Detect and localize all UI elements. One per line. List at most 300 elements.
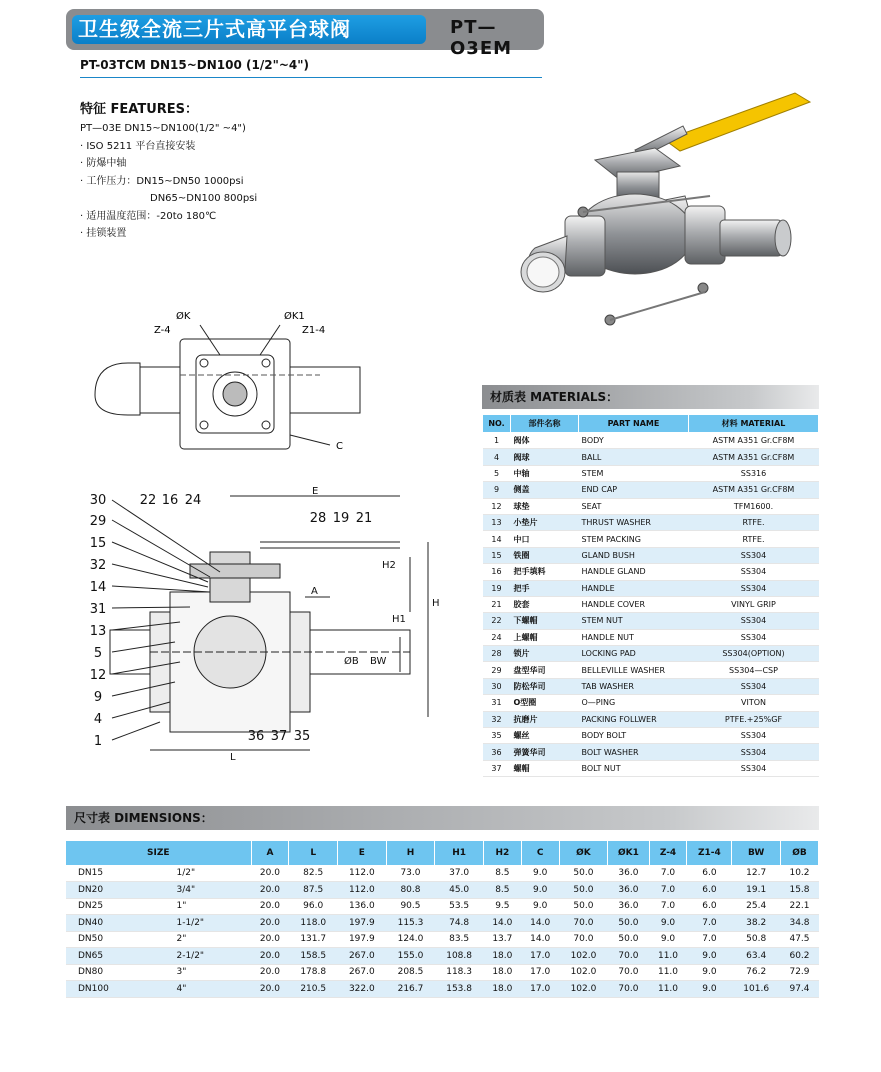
- materials-cell: SS304: [689, 728, 819, 744]
- col-phi-b: ØB: [781, 841, 819, 865]
- dimensions-cell: 7.0: [687, 915, 732, 932]
- dimensions-cell: 7.0: [649, 865, 687, 882]
- feature-line: · 工作压力：DN15~DN50 1000psi: [80, 175, 244, 187]
- col-part-cn: 部件名称: [511, 415, 579, 433]
- materials-cell: 9: [483, 482, 511, 498]
- materials-row: [483, 662, 819, 678]
- dimensions-cell: 70.0: [608, 981, 649, 998]
- label-phi-k1: ØK1: [284, 311, 305, 322]
- dimensions-cell: 9.0: [649, 931, 687, 948]
- dimensions-cell: 38.2: [732, 915, 781, 932]
- materials-row: [483, 629, 819, 645]
- materials-cell: BELLEVILLE WASHER: [579, 662, 689, 678]
- materials-cell: SS304: [689, 564, 819, 580]
- materials-cell: SS304: [689, 580, 819, 596]
- materials-row: [483, 580, 819, 596]
- dimensions-cell: 20.0: [251, 882, 289, 899]
- materials-cell: 中口: [511, 531, 579, 547]
- model-code: PT—O3EM: [450, 17, 513, 59]
- materials-cell: 螺帽: [511, 760, 579, 776]
- col-e: E: [338, 841, 387, 865]
- dimensions-cell: 9.0: [687, 964, 732, 981]
- materials-cell: END CAP: [579, 482, 689, 498]
- materials-cell: BODY BOLT: [579, 728, 689, 744]
- callout-22: 22: [139, 493, 157, 508]
- dimensions-cell: 12.7: [732, 865, 781, 882]
- page-title: 卫生级全流三片式高平台球阀: [72, 15, 426, 44]
- dimensions-cell: 178.8: [289, 964, 338, 981]
- callout-13: 13: [89, 624, 107, 639]
- col-material: 材料 MATERIAL: [689, 415, 819, 433]
- dimensions-cell: 18.0: [483, 964, 521, 981]
- materials-cell: 锁片: [511, 646, 579, 662]
- dimensions-cell: 267.0: [338, 948, 387, 965]
- col-z-4: Z-4: [649, 841, 687, 865]
- valve-photo: [505, 88, 825, 338]
- materials-cell: O—PING: [579, 695, 689, 711]
- materials-cell: GLAND BUSH: [579, 547, 689, 563]
- dimensions-cell: 6.0: [687, 898, 732, 915]
- dimensions-cell: 20.0: [251, 898, 289, 915]
- materials-cell: 30: [483, 678, 511, 694]
- materials-cell: SS304: [689, 629, 819, 645]
- materials-row: [483, 547, 819, 563]
- dimensions-cell: DN65: [66, 948, 172, 965]
- dimensions-cell: 20.0: [251, 948, 289, 965]
- materials-cell: VITON: [689, 695, 819, 711]
- dimensions-cell: 2-1/2": [172, 948, 251, 965]
- materials-cell: 16: [483, 564, 511, 580]
- col-h: H: [386, 841, 435, 865]
- materials-cell: 阀球: [511, 449, 579, 465]
- dimensions-cell: 210.5: [289, 981, 338, 998]
- materials-cell: TAB WASHER: [579, 678, 689, 694]
- dimensions-cell: 97.4: [781, 981, 819, 998]
- materials-cell: 22: [483, 613, 511, 629]
- materials-cell: 中轴: [511, 465, 579, 481]
- feature-line: DN65~DN100 800psi: [150, 193, 258, 204]
- materials-cell: 铁圈: [511, 547, 579, 563]
- dim-label-a: A: [311, 586, 318, 597]
- materials-row: [483, 482, 819, 498]
- dimensions-cell: 6.0: [687, 882, 732, 899]
- callout-31: 31: [89, 602, 107, 617]
- materials-header: 材质表 MATERIALS：: [482, 385, 819, 409]
- materials-cell: SS304: [689, 547, 819, 563]
- materials-cell: 把手: [511, 580, 579, 596]
- dimensions-cell: 37.0: [435, 865, 484, 882]
- dimensions-cell: 87.5: [289, 882, 338, 899]
- dimensions-cell: 131.7: [289, 931, 338, 948]
- materials-cell: ASTM A351 Gr.CF8M: [689, 449, 819, 465]
- callout-12: 12: [89, 668, 107, 683]
- callout-29: 29: [89, 514, 107, 529]
- dimensions-cell: 36.0: [608, 865, 649, 882]
- dimensions-cell: 101.6: [732, 981, 781, 998]
- materials-cell: 36: [483, 744, 511, 760]
- materials-row: [483, 564, 819, 580]
- dimensions-cell: 50.0: [608, 931, 649, 948]
- product-subtitle: PT-03TCM DN15~DN100 (1/2"~4"): [80, 58, 309, 72]
- dimensions-cell: 60.2: [781, 948, 819, 965]
- dimensions-cell: 9.0: [687, 981, 732, 998]
- materials-cell: THRUST WASHER: [579, 514, 689, 530]
- dimensions-cell: 216.7: [386, 981, 435, 998]
- dimensions-cell: 1": [172, 898, 251, 915]
- dimensions-cell: 50.0: [559, 898, 608, 915]
- dimensions-header: 尺寸表 DIMENSIONS：: [66, 806, 819, 830]
- materials-cell: RTFE.: [689, 514, 819, 530]
- dimensions-cell: DN20: [66, 882, 172, 899]
- materials-row: [483, 613, 819, 629]
- dimensions-cell: DN25: [66, 898, 172, 915]
- materials-cell: SS316: [689, 465, 819, 481]
- dimensions-cell: 73.0: [386, 865, 435, 882]
- dimensions-cell: 7.0: [649, 882, 687, 899]
- dimensions-row: [66, 898, 819, 915]
- materials-cell: STEM PACKING: [579, 531, 689, 547]
- dimensions-cell: 267.0: [338, 964, 387, 981]
- col-part-name: PART NAME: [579, 415, 689, 433]
- dimensions-row: [66, 981, 819, 998]
- dimensions-cell: 25.4: [732, 898, 781, 915]
- dim-label-phi-b: ØB: [344, 656, 359, 667]
- dimensions-cell: 17.0: [521, 964, 559, 981]
- materials-cell: 盘型华司: [511, 662, 579, 678]
- dimensions-cell: 118.3: [435, 964, 484, 981]
- dim-label-l: L: [230, 752, 236, 762]
- dimensions-cell: 153.8: [435, 981, 484, 998]
- callout-15: 15: [89, 536, 107, 551]
- materials-cell: 29: [483, 662, 511, 678]
- materials-cell: 28: [483, 646, 511, 662]
- dimensions-cell: 4": [172, 981, 251, 998]
- materials-row: [483, 596, 819, 612]
- dimensions-cell: 9.0: [649, 915, 687, 932]
- col-z1-4: Z1-4: [687, 841, 732, 865]
- materials-cell: PTFE.+25%GF: [689, 711, 819, 727]
- materials-cell: 胶套: [511, 596, 579, 612]
- dimensions-cell: DN15: [66, 865, 172, 882]
- dimensions-cell: 9.0: [521, 865, 559, 882]
- dimensions-row: [66, 931, 819, 948]
- col-phi-k: ØK: [559, 841, 608, 865]
- materials-cell: 下螺帽: [511, 613, 579, 629]
- col-a: A: [251, 841, 289, 865]
- materials-cell: TFM1600.: [689, 498, 819, 514]
- dimensions-cell: DN100: [66, 981, 172, 998]
- dimensions-cell: 118.0: [289, 915, 338, 932]
- dimensions-cell: 20.0: [251, 931, 289, 948]
- materials-cell: BODY: [579, 433, 689, 449]
- dimensions-row: [66, 882, 819, 899]
- callout-36: 36: [247, 729, 265, 744]
- dimensions-cell: 83.5: [435, 931, 484, 948]
- dimensions-cell: 102.0: [559, 981, 608, 998]
- materials-row: [483, 531, 819, 547]
- dimensions-cell: DN80: [66, 964, 172, 981]
- materials-row: [483, 465, 819, 481]
- dimensions-cell: 9.0: [687, 948, 732, 965]
- dimensions-cell: 6.0: [687, 865, 732, 882]
- materials-row: [483, 449, 819, 465]
- dimensions-cell: DN50: [66, 931, 172, 948]
- callout-9: 9: [93, 690, 103, 705]
- materials-cell: ASTM A351 Gr.CF8M: [689, 482, 819, 498]
- dim-label-h1: H1: [392, 614, 406, 625]
- materials-row: [483, 744, 819, 760]
- dimensions-cell: 197.9: [338, 931, 387, 948]
- dimensions-cell: 20.0: [251, 915, 289, 932]
- materials-cell: 侧盖: [511, 482, 579, 498]
- feature-line: PT—03E DN15~DN100(1/2" ~4"): [80, 123, 246, 134]
- materials-cell: 37: [483, 760, 511, 776]
- dimensions-cell: 11.0: [649, 948, 687, 965]
- dimensions-cell: 50.8: [732, 931, 781, 948]
- dimensions-cell: 2": [172, 931, 251, 948]
- label-phi-k: ØK: [176, 311, 191, 322]
- callout-19: 19: [332, 511, 350, 526]
- materials-cell: 32: [483, 711, 511, 727]
- dimensions-cell: 53.5: [435, 898, 484, 915]
- materials-cell: BALL: [579, 449, 689, 465]
- dimensions-cell: 322.0: [338, 981, 387, 998]
- dimensions-cell: 96.0: [289, 898, 338, 915]
- dimensions-cell: 70.0: [559, 915, 608, 932]
- dim-label-bw: BW: [370, 656, 387, 667]
- dimensions-cell: 70.0: [608, 964, 649, 981]
- dim-label-h: H: [432, 598, 440, 609]
- materials-cell: 12: [483, 498, 511, 514]
- callout-30: 30: [89, 493, 107, 508]
- materials-cell: 抗磨片: [511, 711, 579, 727]
- materials-cell: HANDLE: [579, 580, 689, 596]
- dimensions-table: [66, 841, 819, 998]
- materials-row: [483, 728, 819, 744]
- dimensions-cell: 14.0: [483, 915, 521, 932]
- materials-cell: SS304: [689, 760, 819, 776]
- materials-cell: HANDLE COVER: [579, 596, 689, 612]
- materials-row: [483, 433, 819, 449]
- materials-cell: SS304(OPTION): [689, 646, 819, 662]
- materials-row: [483, 514, 819, 530]
- materials-cell: BOLT WASHER: [579, 744, 689, 760]
- materials-cell: VINYL GRIP: [689, 596, 819, 612]
- dimensions-cell: 112.0: [338, 882, 387, 899]
- dimensions-cell: 63.4: [732, 948, 781, 965]
- dimensions-cell: 208.5: [386, 964, 435, 981]
- dimensions-cell: 13.7: [483, 931, 521, 948]
- materials-cell: O型圈: [511, 695, 579, 711]
- materials-cell: 35: [483, 728, 511, 744]
- callout-24: 24: [184, 493, 202, 508]
- materials-cell: 1: [483, 433, 511, 449]
- dimensions-cell: 124.0: [386, 931, 435, 948]
- feature-line: · ISO 5211 平台直接安装: [80, 140, 196, 152]
- materials-cell: ASTM A351 Gr.CF8M: [689, 433, 819, 449]
- dimensions-cell: 11.0: [649, 964, 687, 981]
- materials-row: [483, 646, 819, 662]
- dimensions-header-row: [66, 841, 819, 865]
- dimensions-cell: 45.0: [435, 882, 484, 899]
- dimensions-cell: 102.0: [559, 964, 608, 981]
- materials-cell: 24: [483, 629, 511, 645]
- materials-cell: 球垫: [511, 498, 579, 514]
- materials-cell: 上螺帽: [511, 629, 579, 645]
- top-view-drawing: [80, 295, 380, 475]
- dimensions-cell: 15.8: [781, 882, 819, 899]
- dimensions-cell: 14.0: [521, 931, 559, 948]
- callout-35: 35: [293, 729, 311, 744]
- materials-row: [483, 498, 819, 514]
- dimensions-cell: DN40: [66, 915, 172, 932]
- dimensions-cell: 70.0: [559, 931, 608, 948]
- materials-table: [482, 414, 819, 777]
- materials-cell: SS304: [689, 678, 819, 694]
- dimensions-cell: 7.0: [687, 931, 732, 948]
- label-z-4: Z-4: [154, 325, 171, 336]
- materials-row: [483, 711, 819, 727]
- dimensions-cell: 18.0: [483, 981, 521, 998]
- dimensions-cell: 36.0: [608, 898, 649, 915]
- dimensions-cell: 3/4": [172, 882, 251, 899]
- materials-cell: 阀体: [511, 433, 579, 449]
- materials-cell: SS304: [689, 744, 819, 760]
- col-bw: BW: [732, 841, 781, 865]
- col-phi-k1: ØK1: [608, 841, 649, 865]
- materials-cell: 4: [483, 449, 511, 465]
- dimensions-cell: 50.0: [608, 915, 649, 932]
- callout-14: 14: [89, 580, 107, 595]
- dimensions-cell: 11.0: [649, 981, 687, 998]
- materials-cell: HANDLE NUT: [579, 629, 689, 645]
- dimensions-cell: 3": [172, 964, 251, 981]
- dimensions-cell: 115.3: [386, 915, 435, 932]
- dimensions-cell: 19.1: [732, 882, 781, 899]
- dimensions-cell: 1-1/2": [172, 915, 251, 932]
- materials-header-row: [483, 415, 819, 433]
- materials-cell: HANDLE GLAND: [579, 564, 689, 580]
- subtitle-divider: [80, 77, 542, 78]
- feature-line: · 挂锁装置: [80, 228, 127, 239]
- dim-label-h2: H2: [382, 560, 396, 571]
- col-h2: H2: [483, 841, 521, 865]
- callout-4: 4: [93, 712, 103, 727]
- callout-16: 16: [161, 493, 179, 508]
- materials-cell: SS304: [689, 613, 819, 629]
- dimensions-cell: 72.9: [781, 964, 819, 981]
- label-z1-4: Z1-4: [302, 325, 326, 336]
- dimensions-cell: 18.0: [483, 948, 521, 965]
- materials-cell: 把手填料: [511, 564, 579, 580]
- col-c: C: [521, 841, 559, 865]
- dimensions-cell: 112.0: [338, 865, 387, 882]
- dimensions-cell: 50.0: [559, 865, 608, 882]
- dimensions-cell: 76.2: [732, 964, 781, 981]
- materials-cell: 螺丝: [511, 728, 579, 744]
- callout-28: 28: [309, 511, 327, 526]
- materials-cell: SS304—CSP: [689, 662, 819, 678]
- dimensions-cell: 20.0: [251, 964, 289, 981]
- materials-cell: LOCKING PAD: [579, 646, 689, 662]
- callout-37: 37: [270, 729, 288, 744]
- dimensions-cell: 17.0: [521, 948, 559, 965]
- materials-cell: RTFE.: [689, 531, 819, 547]
- dimensions-row: [66, 948, 819, 965]
- features-title: 特征 FEATURES：: [80, 102, 199, 117]
- materials-cell: 15: [483, 547, 511, 563]
- features-block: [80, 100, 257, 243]
- materials-cell: STEM NUT: [579, 613, 689, 629]
- feature-line: · 适用温度范围：-20to 180℃: [80, 210, 217, 222]
- callout-32: 32: [89, 558, 107, 573]
- materials-cell: STEM: [579, 465, 689, 481]
- dimensions-cell: 47.5: [781, 931, 819, 948]
- dimensions-cell: 14.0: [521, 915, 559, 932]
- materials-cell: 13: [483, 514, 511, 530]
- dimensions-cell: 7.0: [649, 898, 687, 915]
- materials-cell: 21: [483, 596, 511, 612]
- feature-line: · 防爆中轴: [80, 158, 127, 169]
- dimensions-cell: 158.5: [289, 948, 338, 965]
- side-section-drawing: [80, 482, 450, 762]
- materials-cell: BOLT NUT: [579, 760, 689, 776]
- materials-cell: 5: [483, 465, 511, 481]
- dimensions-cell: 9.0: [521, 898, 559, 915]
- header-banner: [66, 9, 544, 59]
- callout-21: 21: [355, 511, 373, 526]
- dimensions-cell: 20.0: [251, 981, 289, 998]
- materials-cell: SEAT: [579, 498, 689, 514]
- dimensions-cell: 9.0: [521, 882, 559, 899]
- dimensions-cell: 82.5: [289, 865, 338, 882]
- dimensions-cell: 80.8: [386, 882, 435, 899]
- col-size: SIZE: [66, 841, 251, 865]
- dimensions-cell: 1/2": [172, 865, 251, 882]
- dimensions-cell: 10.2: [781, 865, 819, 882]
- dimensions-cell: 136.0: [338, 898, 387, 915]
- dimensions-row: [66, 865, 819, 882]
- dimensions-cell: 17.0: [521, 981, 559, 998]
- materials-cell: 19: [483, 580, 511, 596]
- dimensions-cell: 155.0: [386, 948, 435, 965]
- dimensions-cell: 197.9: [338, 915, 387, 932]
- col-no: NO.: [483, 415, 511, 433]
- callout-1: 1: [93, 734, 103, 749]
- dimensions-cell: 34.8: [781, 915, 819, 932]
- dimensions-row: [66, 915, 819, 932]
- dim-label-e: E: [312, 486, 319, 497]
- dimensions-cell: 70.0: [608, 948, 649, 965]
- materials-row: [483, 760, 819, 776]
- label-c: C: [336, 441, 343, 452]
- dimensions-cell: 90.5: [386, 898, 435, 915]
- materials-row: [483, 695, 819, 711]
- materials-cell: 弹簧华司: [511, 744, 579, 760]
- dimensions-cell: 9.5: [483, 898, 521, 915]
- dimensions-cell: 8.5: [483, 882, 521, 899]
- dimensions-cell: 50.0: [559, 882, 608, 899]
- dimensions-cell: 8.5: [483, 865, 521, 882]
- materials-cell: 防松华司: [511, 678, 579, 694]
- dimensions-cell: 74.8: [435, 915, 484, 932]
- materials-cell: 31: [483, 695, 511, 711]
- materials-cell: 小垫片: [511, 514, 579, 530]
- dimensions-cell: 22.1: [781, 898, 819, 915]
- materials-row: [483, 678, 819, 694]
- dimensions-row: [66, 964, 819, 981]
- col-h1: H1: [435, 841, 484, 865]
